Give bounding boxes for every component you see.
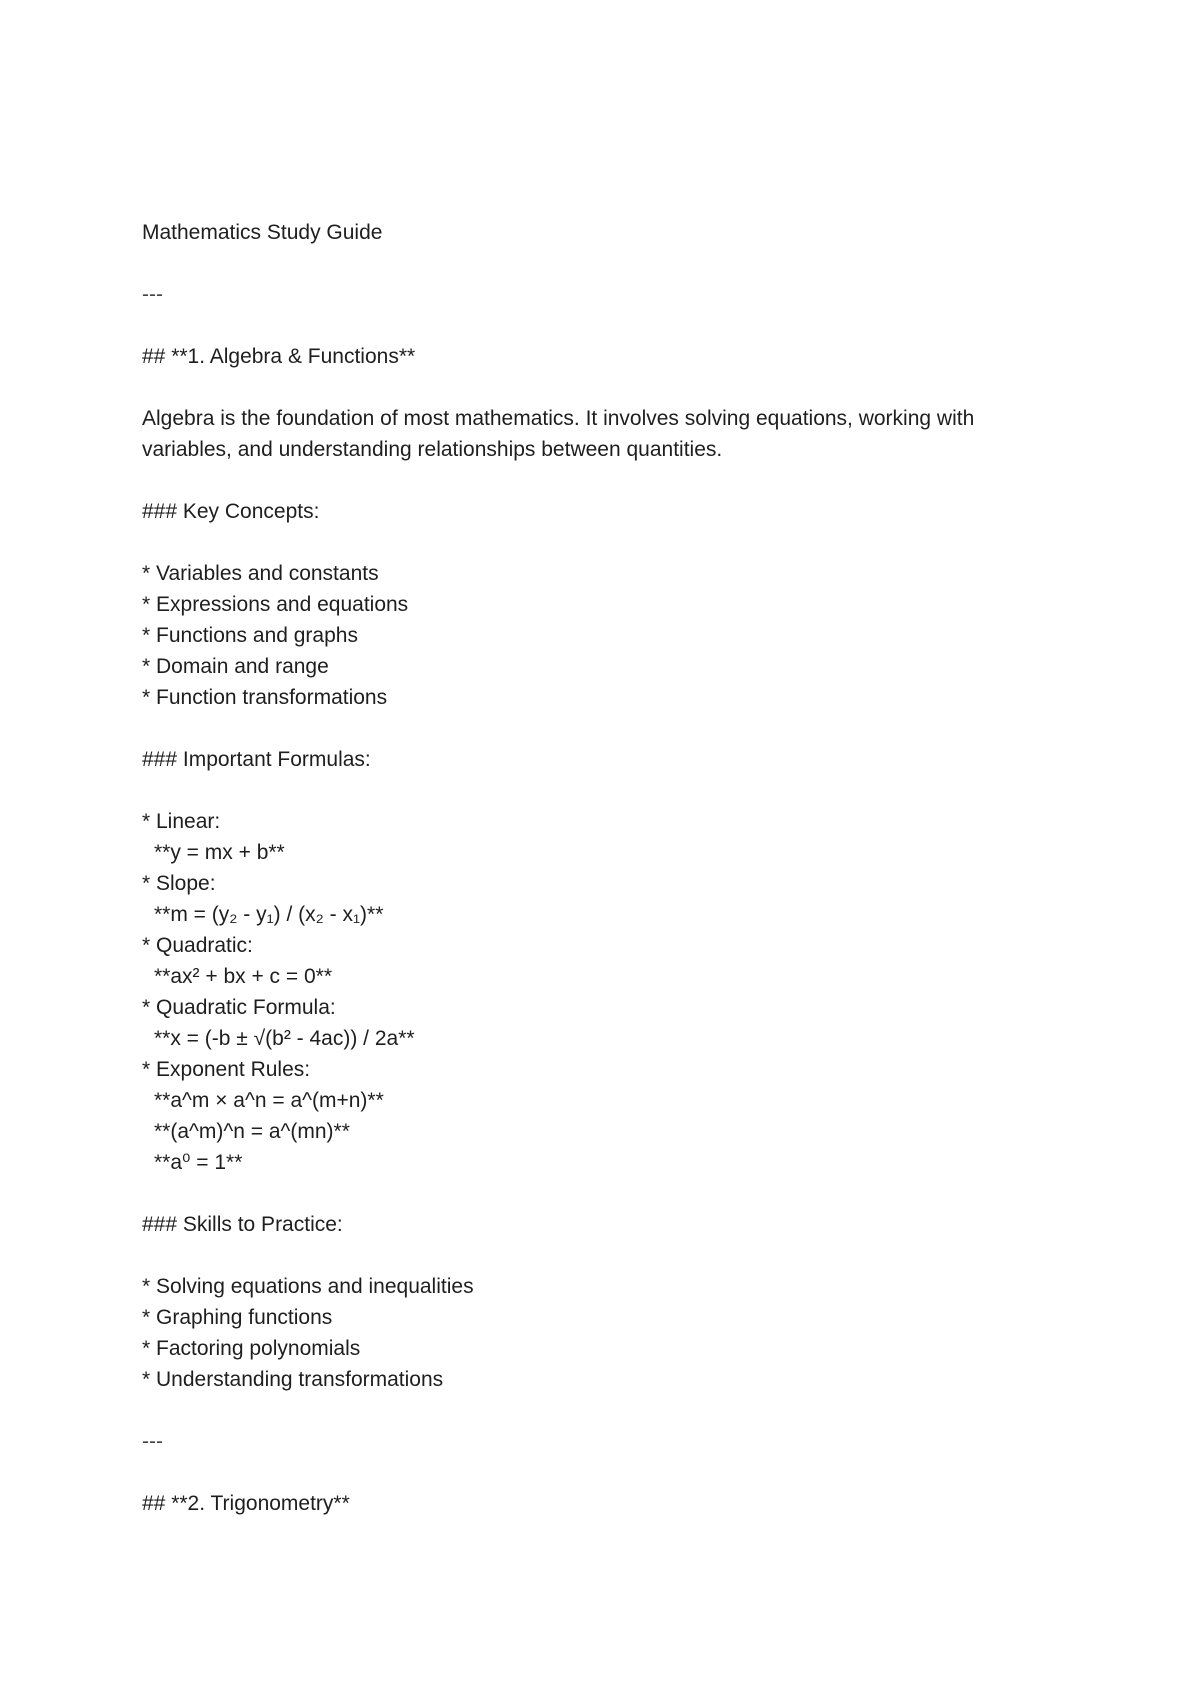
list-item: * Graphing functions bbox=[142, 1306, 333, 1329]
spacer bbox=[142, 372, 1062, 403]
formula-label-slope: * Slope: bbox=[142, 872, 216, 895]
formula-exponent-rule-2: **(a^m)^n = a^(mn)** bbox=[154, 1120, 350, 1143]
spacer bbox=[142, 1395, 1062, 1426]
spacer bbox=[142, 775, 1062, 806]
skills-heading: ### Skills to Practice: bbox=[142, 1213, 343, 1236]
horizontal-rule: --- bbox=[142, 1430, 163, 1453]
key-concepts-list bbox=[142, 558, 1062, 713]
list-item: * Functions and graphs bbox=[142, 624, 358, 647]
spacer bbox=[142, 310, 1062, 341]
key-concepts-heading: ### Key Concepts: bbox=[142, 500, 320, 523]
list-item: * Function transformations bbox=[142, 686, 388, 709]
document-title: Mathematics Study Guide bbox=[142, 221, 383, 244]
formula-quadratic-formula: **x = (-b ± √(b² - 4ac)) / 2a** bbox=[154, 1027, 415, 1050]
formula-exponent-rule-1: **a^m × a^n = a^(m+n)** bbox=[154, 1089, 384, 1112]
formula-exponent-rule-3: **a⁰ = 1** bbox=[154, 1151, 243, 1174]
list-item: * Domain and range bbox=[142, 655, 329, 678]
section-heading-trigonometry: ## **2. Trigonometry** bbox=[142, 1492, 350, 1515]
section-heading-algebra: ## **1. Algebra & Functions** bbox=[142, 345, 416, 368]
formula-label-linear: * Linear: bbox=[142, 810, 221, 833]
list-item: * Variables and constants bbox=[142, 562, 379, 585]
spacer bbox=[142, 713, 1062, 744]
formula-label-exponent-rules: * Exponent Rules: bbox=[142, 1058, 311, 1081]
spacer bbox=[142, 1240, 1062, 1271]
formula-label-quadratic: * Quadratic: bbox=[142, 934, 253, 957]
spacer bbox=[142, 1457, 1062, 1488]
formulas-list bbox=[142, 806, 1062, 1178]
spacer bbox=[142, 465, 1062, 496]
spacer bbox=[142, 527, 1062, 558]
document-page bbox=[142, 217, 1062, 1519]
section-intro-paragraph: Algebra is the foundation of most mathematics. It involves solving equations, working with variables, and understanding relationships between quantities. bbox=[142, 407, 975, 461]
spacer bbox=[142, 1178, 1062, 1209]
list-item: * Solving equations and inequalities bbox=[142, 1275, 474, 1298]
important-formulas-heading: ### Important Formulas: bbox=[142, 748, 371, 771]
formula-label-quadratic-formula: * Quadratic Formula: bbox=[142, 996, 336, 1019]
spacer bbox=[142, 248, 1062, 279]
list-item: * Factoring polynomials bbox=[142, 1337, 361, 1360]
list-item: * Expressions and equations bbox=[142, 593, 409, 616]
list-item: * Understanding transformations bbox=[142, 1368, 444, 1391]
formula-slope: **m = (y₂ - y₁) / (x₂ - x₁)** bbox=[154, 903, 384, 926]
horizontal-rule: --- bbox=[142, 283, 163, 306]
formula-linear: **y = mx + b** bbox=[154, 841, 285, 864]
formula-quadratic: **ax² + bx + c = 0** bbox=[154, 965, 333, 988]
skills-list bbox=[142, 1271, 1062, 1395]
